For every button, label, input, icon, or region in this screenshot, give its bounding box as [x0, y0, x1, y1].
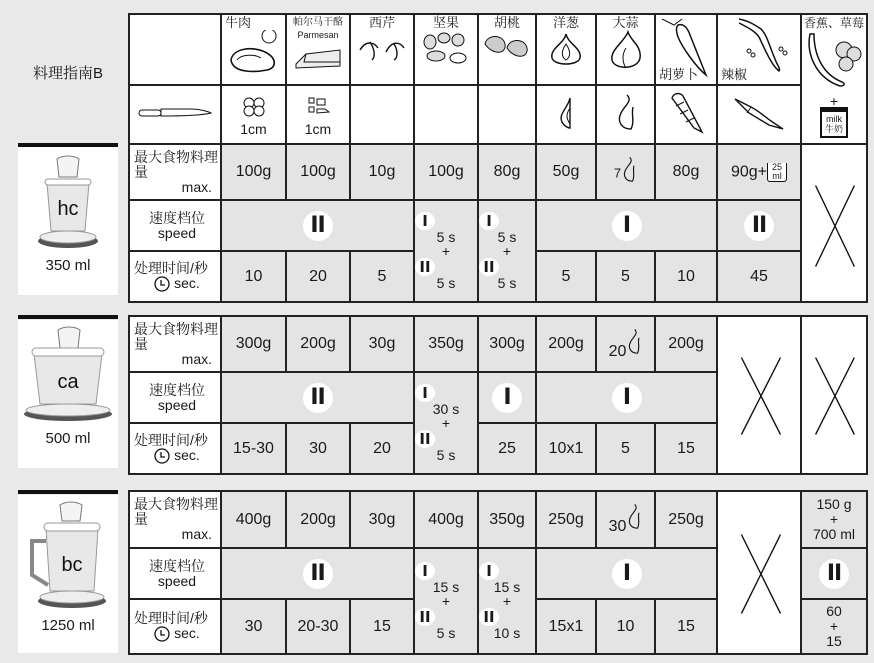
- container-hc: [18, 147, 118, 295]
- row-label-max: [129, 491, 221, 548]
- text-value: II: [415, 430, 435, 448]
- time-garlic: 5: [596, 423, 655, 474]
- text-value: +: [441, 593, 451, 609]
- speed-cell: [536, 372, 717, 423]
- text-value: II: [415, 608, 435, 626]
- food-banana-strawberry: [801, 14, 867, 145]
- beef-icon: [225, 30, 283, 74]
- milk-carton-icon: [820, 107, 848, 138]
- row-label-time: [129, 599, 221, 654]
- garlic-clove-icon: [626, 503, 642, 531]
- max-onion: 250g: [536, 491, 596, 548]
- blank-header-cell: [129, 14, 221, 85]
- time-parsley: 20: [350, 423, 414, 474]
- max-garlic: [596, 316, 655, 372]
- container-ca: [18, 320, 118, 468]
- text-value: 料理量: [134, 320, 218, 352]
- max-carrot: 80g: [655, 144, 717, 200]
- text-value: 60: [826, 603, 842, 619]
- speed-cell: [536, 200, 717, 251]
- text-value: +: [441, 243, 451, 259]
- speed-time-nuts: [414, 372, 478, 474]
- text-value: 洋葱: [552, 15, 579, 30]
- cut-nuts-cell: [414, 85, 478, 145]
- text-value: 最大食物: [134, 496, 190, 512]
- text-value: 150 g: [816, 496, 852, 512]
- section-hc-table: [128, 143, 868, 303]
- time-garlic: 5: [596, 251, 655, 302]
- text-value: 7: [613, 165, 622, 181]
- text-value: 1cm: [240, 120, 267, 137]
- time-onion: 15x1: [536, 599, 596, 654]
- time-parsley: 5: [350, 251, 414, 302]
- row-label-time: [129, 251, 221, 302]
- text-value: 速度档位: [149, 209, 205, 226]
- section-bc-table: [128, 490, 868, 655]
- text-value: max.: [181, 178, 212, 195]
- container-volume: 1250 ml: [41, 617, 95, 634]
- text-value: ml: [772, 170, 782, 181]
- max-parmesan: 200g: [286, 316, 350, 372]
- time-parsley: 15: [350, 599, 414, 654]
- cut-onion-cell: [536, 85, 596, 145]
- container-bc: [18, 495, 118, 653]
- text-value: 速度档位: [149, 381, 205, 398]
- time-banana: [801, 599, 867, 654]
- text-value: 料理量: [134, 496, 218, 527]
- text-value: 5 s: [497, 275, 517, 291]
- speed-banana: [801, 548, 867, 599]
- water-cup-icon: [767, 163, 787, 182]
- text-value: I: [415, 212, 435, 230]
- section-ca-table: [128, 315, 868, 475]
- max-beef: 100g: [221, 144, 286, 200]
- speed-cell: [221, 372, 414, 423]
- clock-icon: [154, 626, 170, 642]
- text-value: +: [829, 618, 839, 634]
- time-carrot: 10: [655, 251, 717, 302]
- speed-badge: II: [303, 559, 333, 589]
- food-chili: [717, 14, 801, 85]
- max-walnut: 300g: [478, 316, 536, 372]
- speed-badge: I: [612, 383, 642, 413]
- banana-strawberry-icon: [804, 30, 864, 90]
- time-beef: 10: [221, 251, 286, 302]
- container-volume: 350 ml: [45, 257, 91, 274]
- speed-time-walnut: [478, 548, 536, 654]
- food-carrot: [655, 14, 717, 85]
- text-value: 10 s: [493, 625, 521, 641]
- max-beef: 400g: [221, 491, 286, 548]
- food-walnut: [478, 14, 536, 85]
- text-value: II: [479, 258, 499, 276]
- max-nuts: 400g: [414, 491, 478, 548]
- text-value: milk: [826, 114, 842, 124]
- text-value: 料理量: [134, 148, 218, 180]
- chili-cut-icon: [729, 95, 789, 131]
- text-value: 速度档位: [149, 557, 205, 574]
- speed-cell: [536, 548, 717, 599]
- max-parsley: 30g: [350, 316, 414, 372]
- cut-parsley-cell: [350, 85, 414, 145]
- section-divider: [18, 490, 118, 494]
- text-value: 帕尔马干酪: [293, 17, 343, 28]
- guide-title: 料理指南B: [32, 65, 103, 82]
- text-value: 1cm: [304, 120, 332, 137]
- text-value: max.: [181, 350, 212, 367]
- text-value: I: [415, 384, 435, 402]
- time-parmesan: 20-30: [286, 599, 350, 654]
- max-banana: [801, 491, 867, 548]
- speed-time-walnut: [478, 200, 536, 302]
- max-garlic: [596, 491, 655, 548]
- cut-garlic-cell: [596, 85, 655, 145]
- time-beef: 15-30: [221, 423, 286, 474]
- text-value: 牛肉: [225, 15, 252, 30]
- text-value: speed: [157, 224, 197, 241]
- text-value: 700 ml: [812, 526, 856, 542]
- onion-piece-icon: [556, 96, 576, 130]
- text-value: 最大食物: [134, 320, 190, 337]
- text-value: I: [479, 212, 499, 230]
- garlic-clove-icon: [615, 93, 637, 133]
- clock-icon: [154, 276, 170, 292]
- text-value: I: [479, 562, 499, 580]
- cut-cheese-cell: [286, 85, 350, 145]
- container-volume: 500 ml: [45, 430, 91, 447]
- max-chili: [717, 144, 801, 200]
- text-value: 坚果: [432, 15, 459, 30]
- max-nuts: 100g: [414, 144, 478, 200]
- chopper-500-icon: [22, 326, 114, 426]
- time-carrot: 15: [655, 423, 717, 474]
- food-garlic: [596, 14, 655, 85]
- max-garlic: [596, 144, 655, 200]
- onion-icon: [546, 30, 586, 70]
- cut-beef-cell: [221, 85, 286, 145]
- text-value: Parmesan: [297, 30, 339, 40]
- text-value: 5 s: [436, 447, 456, 463]
- cheese-cubes-icon: [303, 95, 333, 117]
- text-value: 5 s: [497, 229, 517, 245]
- container-label: bc: [61, 554, 83, 576]
- text-value: speed: [157, 396, 197, 413]
- cut-knife-cell: [129, 85, 221, 145]
- text-value: +: [502, 593, 512, 609]
- parsley-icon: [354, 30, 410, 64]
- time-chili: 45: [717, 251, 801, 302]
- speed-badge: I: [612, 559, 642, 589]
- cross-icon: [718, 492, 800, 653]
- cut-chili-cell: [717, 85, 801, 145]
- cross-icon: [802, 145, 866, 301]
- food-beef: [221, 14, 286, 85]
- max-beef: 300g: [221, 316, 286, 372]
- cross-icon: [718, 317, 800, 473]
- text-value: 大蒜: [612, 15, 639, 30]
- walnut-icon: [481, 30, 533, 60]
- text-value: 25: [772, 161, 783, 172]
- text-value: 牛奶: [824, 124, 843, 134]
- speed-chili: [717, 200, 801, 251]
- text-value: II: [415, 258, 435, 276]
- time-parmesan: 20: [286, 251, 350, 302]
- text-value: sec.: [174, 274, 200, 291]
- row-label-time: [129, 423, 221, 474]
- text-value: 5 s: [436, 229, 456, 245]
- text-value: 香蕉、草莓: [803, 16, 864, 30]
- speed-badge: II: [303, 383, 333, 413]
- row-label-speed: [129, 200, 221, 251]
- nuts-icon: [418, 30, 474, 66]
- food-header-table: [128, 13, 868, 146]
- garlic-clove-icon: [621, 156, 637, 184]
- text-value: 15 s: [432, 579, 460, 595]
- max-walnut: 80g: [478, 144, 536, 200]
- food-onion: [536, 14, 596, 85]
- text-value: 处理时间/秒: [134, 259, 208, 276]
- row-label-max: [129, 144, 221, 200]
- not-applicable-chili: [717, 316, 801, 474]
- time-carrot: 15: [655, 599, 717, 654]
- speed-badge: I: [612, 211, 642, 241]
- text-value: 辣椒: [721, 67, 748, 82]
- text-value: sec.: [174, 446, 200, 463]
- max-parmesan: 200g: [286, 491, 350, 548]
- speed-badge: II: [744, 211, 774, 241]
- max-parmesan: 100g: [286, 144, 350, 200]
- max-nuts: 350g: [414, 316, 478, 372]
- cut-carrot-cell: [655, 85, 717, 145]
- row-label-max: [129, 316, 221, 372]
- text-value: 处理时间/秒: [134, 609, 208, 626]
- max-carrot: 200g: [655, 316, 717, 372]
- speed-badge: II: [303, 211, 333, 241]
- speed-walnut: [478, 372, 536, 423]
- cheese-icon: [290, 40, 346, 72]
- max-parsley: 10g: [350, 144, 414, 200]
- carrot-pieces-icon: [666, 90, 706, 136]
- time-parmesan: 30: [286, 423, 350, 474]
- max-parsley: 30g: [350, 491, 414, 548]
- chopper-350-icon: [33, 153, 103, 253]
- text-value: 5 s: [436, 275, 456, 291]
- max-onion: 50g: [536, 144, 596, 200]
- max-onion: 200g: [536, 316, 596, 372]
- text-value: 胡萝卜: [659, 67, 699, 82]
- text-value: 90g+: [730, 163, 768, 181]
- speed-badge: I: [492, 383, 522, 413]
- container-label: hc: [57, 198, 79, 220]
- text-value: II: [479, 608, 499, 626]
- text-value: speed: [157, 572, 197, 589]
- beef-cubes-icon: [239, 95, 269, 117]
- garlic-clove-icon: [626, 328, 642, 356]
- text-value: 15: [826, 633, 842, 649]
- text-value: 15 s: [493, 579, 521, 595]
- row-label-speed: [129, 548, 221, 599]
- cross-icon: [802, 317, 866, 473]
- text-value: max.: [181, 526, 212, 542]
- max-carrot: 250g: [655, 491, 717, 548]
- text-value: 20: [608, 342, 627, 360]
- time-garlic: 10: [596, 599, 655, 654]
- garlic-icon: [604, 30, 648, 74]
- cut-walnut-cell: [478, 85, 536, 145]
- plus-sign: +: [829, 93, 839, 109]
- time-walnut: 25: [478, 423, 536, 474]
- time-onion: 5: [536, 251, 596, 302]
- text-value: 30: [608, 518, 627, 535]
- jug-1250-icon: [22, 501, 114, 613]
- text-value: 处理时间/秒: [134, 431, 208, 448]
- not-applicable-chili: [717, 491, 801, 654]
- max-walnut: 350g: [478, 491, 536, 548]
- text-value: 5 s: [436, 625, 456, 641]
- time-beef: 30: [221, 599, 286, 654]
- speed-cell: [221, 548, 414, 599]
- section-divider: [18, 315, 118, 319]
- text-value: +: [441, 415, 451, 431]
- speed-time-nuts: [414, 548, 478, 654]
- text-value: sec.: [174, 624, 200, 641]
- clock-icon: [154, 448, 170, 464]
- food-nuts: [414, 14, 478, 85]
- not-applicable-banana: [801, 316, 867, 474]
- text-value: 西芹: [368, 15, 395, 30]
- text-value: I: [415, 562, 435, 580]
- text-value: 最大食物: [134, 148, 190, 165]
- food-parsley: [350, 14, 414, 85]
- text-value: +: [829, 511, 839, 527]
- speed-time-nuts: [414, 200, 478, 302]
- container-label: ca: [57, 371, 79, 393]
- text-value: +: [502, 243, 512, 259]
- row-label-speed: [129, 372, 221, 423]
- knife-icon: [135, 105, 215, 121]
- text-value: 30 s: [432, 401, 460, 417]
- food-parmesan: [286, 14, 350, 85]
- time-onion: 10x1: [536, 423, 596, 474]
- not-applicable-banana: [801, 144, 867, 302]
- text-value: 胡桃: [493, 15, 520, 30]
- speed-badge: II: [819, 559, 849, 589]
- speed-cell: [221, 200, 414, 251]
